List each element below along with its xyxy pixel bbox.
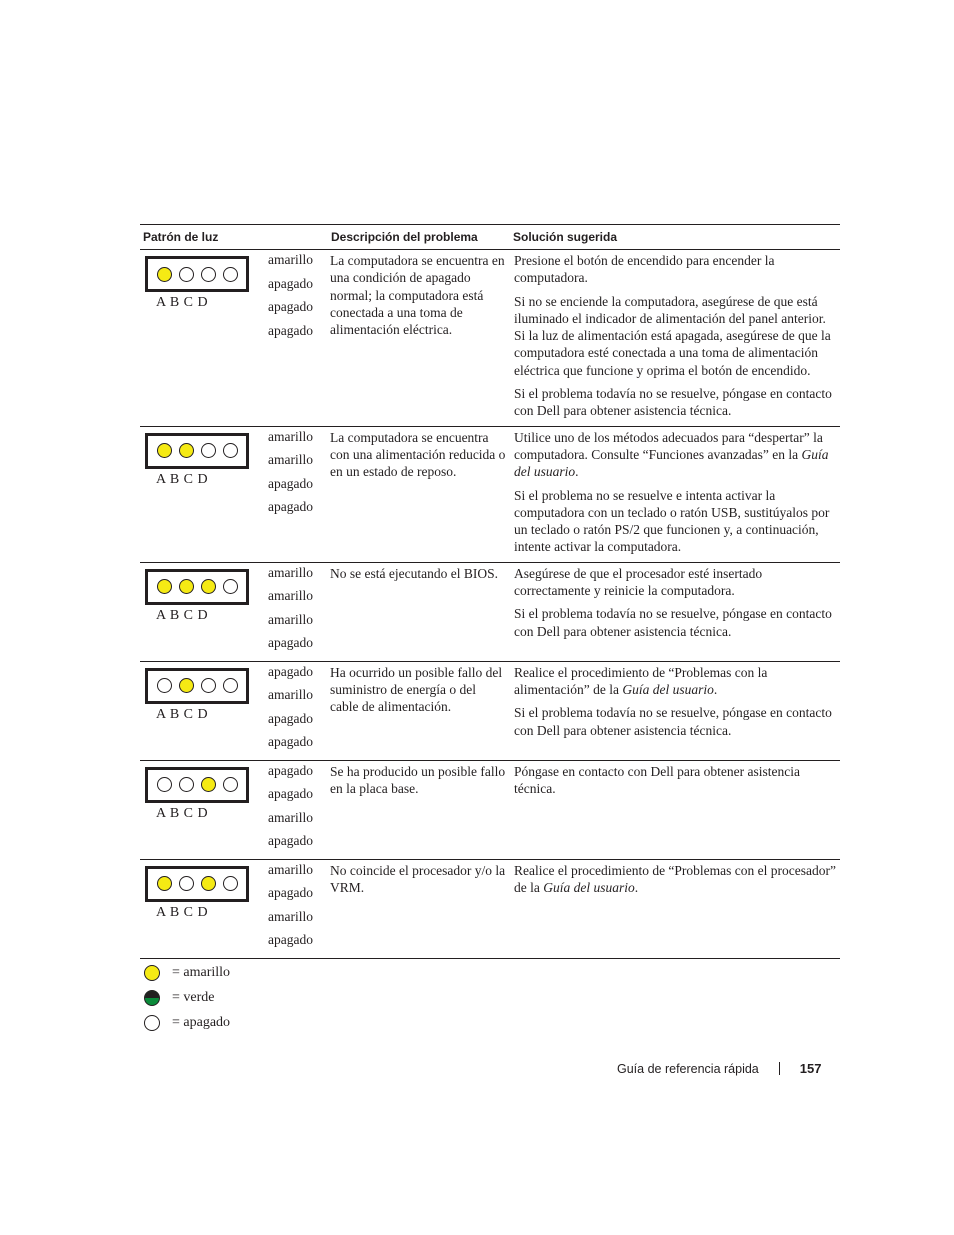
light-state: amarillo (268, 809, 313, 825)
light-state: amarillo (268, 564, 313, 580)
suggested-solution (510, 859, 840, 958)
page-footer (617, 1061, 821, 1076)
suggested-solution (510, 661, 840, 760)
led-b-icon (179, 777, 194, 792)
solution-text: Si el problema todavía no se resuelve, póngase en contacto con Dell para obtener asistencia técnica. (514, 606, 832, 639)
led-a-icon (157, 443, 172, 458)
led-c-icon (201, 267, 216, 282)
diagnostic-lights-icon (145, 569, 249, 605)
solution-paragraph (514, 429, 836, 481)
diagnostic-lights-icon (145, 256, 249, 292)
led-d-icon (223, 777, 238, 792)
table-row (140, 859, 840, 958)
solution-text: Si el problema todavía no se resuelve, póngase en contacto con Dell para obtener asistencia técnica. (514, 386, 832, 419)
solution-text: Utilice uno de los métodos adecuados para “despertar” la computadora. Consulte “Funciones avanzadas” en la (514, 429, 823, 462)
led-green-icon (144, 990, 160, 1006)
light-state: amarillo (268, 611, 313, 627)
light-state: apagado (268, 932, 313, 948)
guide-reference: Guía del usuario (514, 446, 829, 480)
solution-text-end: . (575, 464, 579, 480)
diagnostic-lights-icon (145, 767, 249, 803)
solution-paragraph (514, 293, 836, 379)
light-state: apagado (268, 475, 313, 491)
light-state: amarillo (268, 861, 313, 877)
light-pattern-cell (140, 426, 268, 562)
suggested-solution (510, 562, 840, 661)
light-state: amarillo (268, 452, 313, 468)
solution-text-end: . (713, 682, 718, 698)
led-b-icon (179, 876, 194, 891)
suggested-solution (510, 426, 840, 562)
light-state: apagado (268, 885, 313, 901)
led-c-icon (201, 579, 216, 594)
solution-paragraph (514, 252, 836, 287)
light-states-cell (268, 426, 328, 562)
solution-text: Realice el procedimiento de “Problemas con la alimentación” de la (514, 664, 768, 698)
light-state: apagado (268, 322, 313, 338)
led-b-icon (179, 267, 194, 282)
led-d-icon (223, 579, 238, 594)
solution-text-end: . (634, 880, 639, 896)
led-c-icon (201, 678, 216, 693)
solution-paragraph (514, 763, 836, 798)
light-states-cell (268, 250, 328, 427)
light-pattern-cell (140, 661, 268, 760)
guide-reference: Guía del usuario (622, 682, 714, 698)
solution-text: Si el problema todavía no se resuelve, póngase en contacto con Dell para obtener asistencia técnica. (514, 705, 832, 738)
solution-paragraph (514, 565, 836, 600)
led-letters: A B C D (156, 471, 209, 487)
solution-paragraph (514, 862, 836, 897)
led-a-icon (157, 777, 172, 792)
light-state: apagado (268, 275, 313, 291)
light-state: apagado (268, 710, 313, 726)
header-pattern: Patrón de luz (140, 225, 328, 250)
light-state: amarillo (268, 588, 313, 604)
led-yellow-icon (144, 965, 160, 981)
light-pattern-cell (140, 562, 268, 661)
light-state: apagado (268, 762, 313, 778)
led-d-icon (223, 678, 238, 693)
light-state: apagado (268, 734, 313, 750)
footer-title: Guía de referencia rápida (617, 1061, 759, 1076)
light-state: apagado (268, 833, 313, 849)
led-off-icon (144, 1015, 160, 1031)
light-state: apagado (268, 499, 313, 515)
light-states-cell (268, 661, 328, 760)
light-pattern-cell (140, 859, 268, 958)
led-b-icon (179, 678, 194, 693)
solution-paragraph (514, 487, 836, 556)
led-b-icon (179, 579, 194, 594)
led-a-icon (157, 267, 172, 282)
problem-description: No coincide el procesador y/o la VRM. (328, 859, 510, 958)
suggested-solution (510, 250, 840, 427)
led-d-icon (223, 876, 238, 891)
light-states-cell (268, 859, 328, 958)
legend-item (144, 985, 230, 1010)
light-pattern-cell (140, 760, 268, 859)
footer-separator (779, 1062, 780, 1075)
solution-paragraph (514, 704, 836, 739)
led-a-icon (157, 876, 172, 891)
table-row (140, 250, 840, 427)
led-d-icon (223, 267, 238, 282)
table-row (140, 661, 840, 760)
solution-text: Póngase en contacto con Dell para obtener asistencia técnica. (514, 763, 801, 797)
led-a-icon (157, 579, 172, 594)
light-pattern-cell (140, 250, 268, 427)
solution-text: Asegúrese de que el procesador esté insertado correctamente y reinicie la computadora. (514, 565, 763, 599)
led-c-icon (201, 443, 216, 458)
page-number: 157 (799, 1061, 822, 1076)
header-description: Descripción del problema (328, 225, 510, 250)
led-letters: A B C D (156, 706, 209, 722)
table-body (140, 250, 840, 959)
light-states-cell (268, 562, 328, 661)
diagnostic-lights-icon (145, 866, 249, 902)
solution-text: Si el problema no se resuelve e intenta activar la computadora con un teclado o ratón USB, sustitúyalos por un teclado o ratón PS/2 que funcionen y, a continuación, intente activar la computadora. (514, 487, 830, 555)
diagnostic-lights-table (140, 224, 840, 959)
solution-text: Si no se enciende la computadora, asegúrese de que está iluminado el indicador de alimentación del panel anterior. Si la luz de alimentación está apagada, asegúrese de que la computadora esté conectada a una toma de alimentación eléctrica que funcione y oprima el botón de encendido. (514, 293, 831, 378)
solution-text: Presione el botón de encendido para encender la computadora. (514, 253, 775, 286)
table-row (140, 562, 840, 661)
led-letters: A B C D (156, 607, 209, 623)
led-d-icon (223, 443, 238, 458)
light-state: apagado (268, 635, 313, 651)
diagnostic-lights-icon (145, 433, 249, 469)
led-a-icon (157, 678, 172, 693)
legend-label: = amarillo (172, 964, 231, 980)
led-letters: A B C D (156, 904, 209, 920)
light-states-cell (268, 760, 328, 859)
suggested-solution (510, 760, 840, 859)
table-row (140, 426, 840, 562)
guide-reference: Guía del usuario (543, 880, 635, 896)
table-row (140, 760, 840, 859)
problem-description: La computadora se encuentra con una alimentación reducida o en un estado de reposo. (328, 426, 510, 562)
light-state: amarillo (268, 252, 313, 267)
light-state: apagado (268, 786, 313, 802)
problem-description: Ha ocurrido un posible fallo del suministro de energía o del cable de alimentación. (328, 661, 510, 760)
light-state: amarillo (268, 687, 313, 703)
solution-paragraph (514, 664, 836, 699)
legend-item (144, 1010, 230, 1035)
led-letters: A B C D (156, 295, 209, 310)
solution-paragraph (514, 385, 836, 420)
header-solution: Solución sugerida (510, 225, 840, 250)
problem-description: Se ha producido un posible fallo en la placa base. (328, 760, 510, 859)
led-c-icon (201, 876, 216, 891)
light-state: apagado (268, 663, 313, 679)
light-state: apagado (268, 299, 313, 314)
led-b-icon (179, 443, 194, 458)
legend-item (144, 960, 230, 985)
table-header-row (140, 225, 840, 250)
light-state: amarillo (268, 908, 313, 924)
solution-text: Realice el procedimiento de “Problemas con el procesador” de la (514, 862, 836, 896)
problem-description: No se está ejecutando el BIOS. (328, 562, 510, 661)
legend-label: = apagado (172, 1014, 231, 1030)
led-letters: A B C D (156, 805, 209, 821)
light-state: amarillo (268, 428, 313, 444)
problem-description: La computadora se encuentra en una condición de apagado normal; la computadora está conectada a una toma de alimentación eléctrica. (328, 250, 510, 427)
led-c-icon (201, 777, 216, 792)
legend (144, 960, 230, 1035)
legend-label: = verde (172, 989, 215, 1005)
diagnostic-lights-icon (145, 668, 249, 704)
solution-paragraph (514, 605, 836, 640)
